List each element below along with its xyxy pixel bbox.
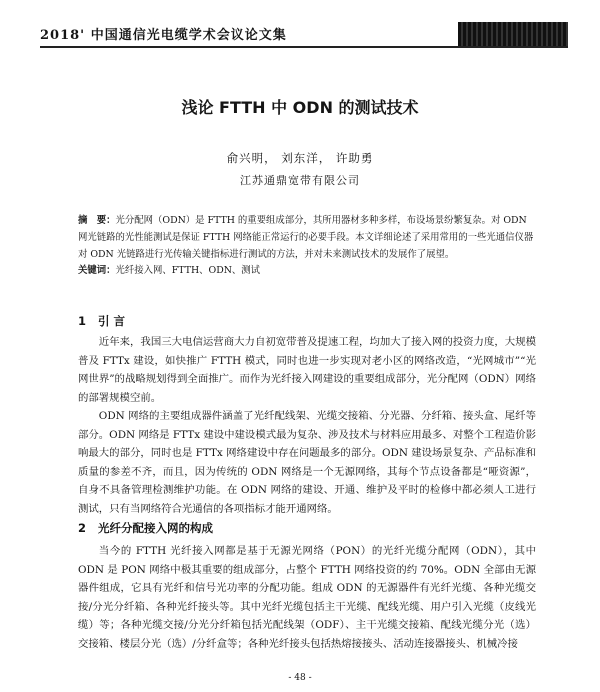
section-title: 引 言 (98, 314, 126, 328)
body-paragraph: 当今的 FTTH 光纤接入网都是基于无源光网络（PON）的光纤光缆分配网（ODN），其中 ODN 是 PON 网络中极其重要的组成部分，占整个 FTTH 网络投资的约 70%。ODN 全部由无源器件组成，它具有光纤和信号光功率的分配功能。组成 ODN 的无源器件有光纤光缆、各种光缆交接/分光分纤箱、各种光纤接头等。其中光纤光缆包括主干光缆、配线光缆、用户引入光缆（皮线光缆）等；各种光缆交接/分光分纤箱包括光配线架（ODF）、主干光缆交接箱、配线光缆分光（选）交接箱、楼层分光（选）/分纤盒等；各种光纤接头包括热熔接接头、活动连接器接头、机械冷接 (78, 545, 536, 650)
abstract-text: 光分配网（ODN）是 FTTH 的重要组成部分，其所用器材多种多样，布设场景纷繁复杂。对 ODN 网光链路的光性能测试是保证 FTTH 网络能正常运行的必要手段。本文详细论述了采用常用的一些光通信仪器对 ODN 光链路进行光传输关键指标进行测试的方法，并对未来测试技术的发展作了展望。 (78, 215, 534, 260)
keywords (78, 262, 536, 276)
keywords-text: 光纤接入网、FTTH、ODN、测试 (115, 265, 261, 276)
section-number: 2 (78, 521, 87, 535)
paper-title: 浅论 FTTH 中 ODN 的测试技术 (181, 98, 419, 117)
abstract-label: 摘 要： (78, 215, 116, 226)
section-number: 1 (78, 314, 87, 328)
section-title: 光纤分配接入网的构成 (98, 521, 213, 535)
abstract (78, 212, 536, 263)
running-header: 2018' 中国通信光电缆学术会议论文集 (40, 28, 287, 43)
body-paragraph: 近年来，我国三大电信运营商大力自初宽带普及提速工程，均加大了接入网的投资力度，大规模普及 FTTx 建设，如快推广 FTTH 模式，同时也进一步实现对老小区的网络改造，“光网城市”“光网世界”的战略规划得到全面推广。而作为光纤接入网建设的重要组成部分，光分配网（ODN）网络的部署规模空前。 (78, 336, 536, 404)
body-paragraph: ODN 网络的主要组成器件涵盖了光纤配线架、光缆交接箱、分光器、分纤箱、接头盒、尾纤等部分。ODN 网络是 FTTx 建设中建设模式最为复杂、涉及技术与材料应用最多、对整个工程造价影响最大的部分，同时也是 FTTx 网络建设中存在问题最多的部分。ODN 建设场景复杂、产品标准和质量的参差不齐，而且，因为传统的 ODN 网络是一个无源网络，其每个节点设备都是“哑资源”，自身不具备管理检测维护功能。在 ODN 网络的建设、开通、维护及平时的检修中都必须人工进行测试，只有当网络符合光通信的各项指标才能开通网络。 (78, 410, 536, 515)
section-heading-introduction (78, 313, 125, 329)
keywords-label: 关键词： (78, 265, 116, 276)
affiliation: 江苏通鼎宽带有限公司 (240, 174, 360, 187)
authors: 俞兴明， 刘东洋， 许助勇 (226, 151, 374, 165)
header-decoration (458, 22, 568, 46)
section-heading-odn-structure (78, 520, 213, 536)
header-rule (40, 46, 568, 48)
page-number: - 48 - (288, 673, 312, 683)
